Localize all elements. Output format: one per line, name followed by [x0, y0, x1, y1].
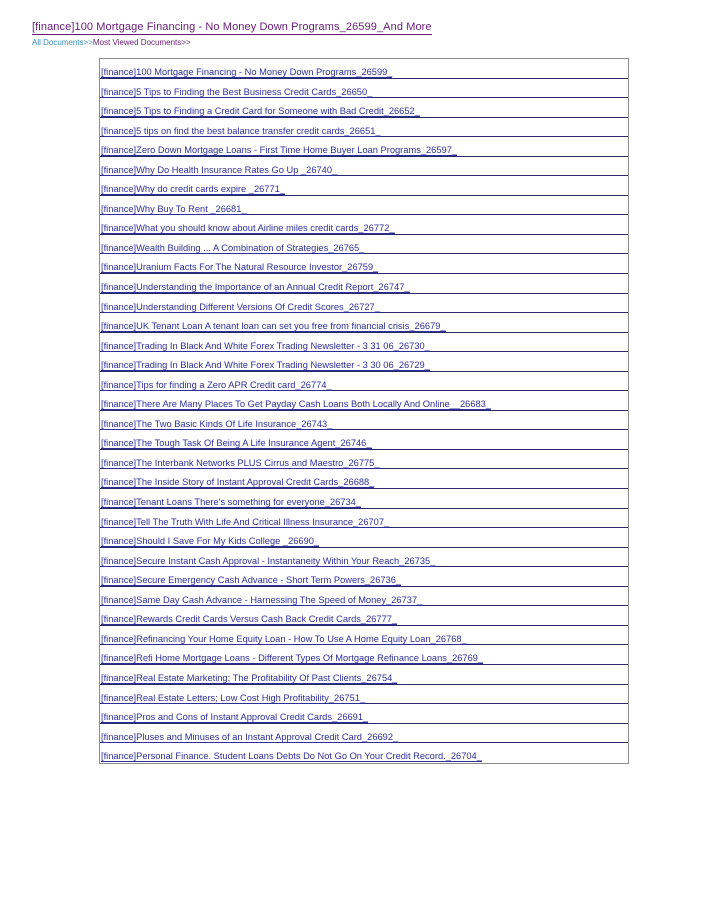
document-link[interactable]: [finance]The Inside Story of Instant Approval Credit Cards_26688_: [101, 477, 375, 488]
page-title[interactable]: [finance]100 Mortgage Financing - No Money Down Programs_26599_And More: [32, 21, 432, 33]
document-link[interactable]: [finance]Should I Save For My Kids College _26690_: [101, 536, 320, 547]
document-link[interactable]: [finance]Personal Finance. Student Loans Debts Do Not Go On Your Credit Record._26704_: [101, 751, 482, 762]
list-item: [100, 469, 628, 489]
document-link[interactable]: [finance]Uranium Facts For The Natural Resource Investor_26759_: [101, 262, 379, 273]
list-item: [100, 274, 628, 294]
document-link[interactable]: [finance]Wealth Building ... A Combination of Strategies_26765_: [101, 242, 365, 253]
list-item: [100, 59, 628, 79]
list-item: [100, 352, 628, 372]
list-item: [100, 528, 628, 548]
document-link[interactable]: [finance]Tell The Truth With Life And Critical Illness Insurance_26707_: [101, 516, 390, 527]
list-item: [100, 665, 628, 685]
document-link[interactable]: [finance]Tenant Loans There's something for everyone_26734_: [101, 497, 362, 508]
document-link[interactable]: [finance]5 Tips to Finding a Credit Card for Someone with Bad Credit_26652_: [101, 106, 420, 117]
list-item: [100, 196, 628, 216]
document-link[interactable]: [finance]Pros and Cons of Instant Approval Credit Cards_26691_: [101, 712, 369, 723]
document-link[interactable]: [finance]Why Do Health Insurance Rates Go Up _26740_: [101, 164, 338, 175]
document-link[interactable]: [finance]Pluses and Minuses of an Instant Approval Credit Card_26692_: [101, 731, 399, 742]
list-item: [100, 606, 628, 626]
list-item: [100, 294, 628, 314]
document-link[interactable]: [finance]What you should know about Airline miles credit cards_26772_: [101, 223, 395, 234]
list-item: [100, 645, 628, 665]
list-item: [100, 724, 628, 744]
list-item: [100, 626, 628, 646]
document-link[interactable]: [finance]Real Estate Letters; Low Cost High Profitability_26751_: [101, 692, 366, 703]
document-link[interactable]: [finance]Tips for finding a Zero APR Credit card_26774_: [101, 379, 332, 390]
list-item: [100, 391, 628, 411]
document-link[interactable]: [finance]The Tough Task Of Being A Life Insurance Agent_26746_: [101, 438, 372, 449]
list-item: [100, 489, 628, 509]
document-link[interactable]: [finance]Understanding the Importance of an Annual Credit Report_26747_: [101, 282, 410, 293]
list-item: [100, 587, 628, 607]
breadcrumb: [32, 38, 191, 47]
document-link[interactable]: [finance]Trading In Black And White Forex Trading Newsletter - 3 30 06_26729_: [101, 360, 430, 371]
list-item: [100, 372, 628, 392]
document-link[interactable]: [finance]Zero Down Mortgage Loans - First Time Home Buyer Loan Programs_26597_: [101, 145, 458, 156]
list-item: [100, 430, 628, 450]
breadcrumb-trailing-separator: >>: [181, 38, 191, 47]
document-link[interactable]: [finance]Refinancing Your Home Equity Loan - How To Use A Home Equity Loan_26768_: [101, 633, 467, 644]
document-link[interactable]: [finance]Why do credit cards expire _26771_: [101, 184, 285, 195]
list-item: [100, 450, 628, 470]
document-link[interactable]: [finance]100 Mortgage Financing - No Money Down Programs_26599_: [101, 67, 393, 77]
list-item: [100, 548, 628, 568]
list-item: [100, 704, 628, 724]
document-link[interactable]: [finance]Secure Instant Cash Approval - Instantaneity Within Your Reach_26735_: [101, 555, 436, 566]
document-link[interactable]: [finance]The Interbank Networks PLUS Cirrus and Maestro_26775_: [101, 457, 380, 468]
list-item: [100, 98, 628, 118]
breadcrumb-most-viewed[interactable]: Most Viewed Documents: [92, 38, 182, 47]
list-item: [100, 509, 628, 529]
breadcrumb-separator: >>: [83, 38, 93, 47]
document-link[interactable]: [finance]Real Estate Marketing; The Profitability Of Past Clients_26754_: [101, 672, 398, 683]
list-item: [100, 176, 628, 196]
list-item: [100, 215, 628, 235]
document-link[interactable]: [finance]Same Day Cash Advance - Harnessing The Speed of Money_26737_: [101, 594, 423, 605]
list-item: [100, 313, 628, 333]
document-link[interactable]: [finance]Why Buy To Rent _26681_: [101, 203, 247, 214]
list-item: [100, 79, 628, 99]
list-item: [100, 254, 628, 274]
list-item: [100, 157, 628, 177]
list-item: [100, 567, 628, 587]
list-item: [100, 118, 628, 138]
document-link[interactable]: [finance]5 Tips to Finding the Best Business Credit Cards_26650_: [101, 86, 373, 97]
list-item: [100, 235, 628, 255]
list-item: [100, 411, 628, 431]
breadcrumb-all-documents[interactable]: All Documents: [32, 38, 84, 47]
list-item: [100, 685, 628, 705]
list-item: [100, 137, 628, 157]
document-list: [99, 58, 629, 764]
list-item: [100, 743, 628, 763]
document-link[interactable]: [finance]Secure Emergency Cash Advance - Short Term Powers_26736_: [101, 575, 402, 586]
document-link[interactable]: [finance]Trading In Black And White Forex Trading Newsletter - 3 31 06_26730_: [101, 340, 430, 351]
document-link[interactable]: [finance]Refi Home Mortgage Loans - Different Types Of Mortgage Refinance Loans_26769_: [101, 653, 484, 664]
document-link[interactable]: [finance]Understanding Different Versions Of Credit Scores_26727_: [101, 301, 380, 312]
document-link[interactable]: [finance]The Two Basic Kinds Of Life Insurance_26743_: [101, 418, 333, 429]
document-link[interactable]: [finance]Rewards Credit Cards Versus Cash Back Credit Cards_26777_: [101, 614, 398, 625]
document-link[interactable]: [finance]There Are Many Places To Get Payday Cash Loans Both Locally And Online__26683_: [101, 399, 492, 410]
list-item: [100, 333, 628, 353]
document-link[interactable]: [finance]UK Tenant Loan A tenant loan can set you free from financial crisis_26679_: [101, 321, 446, 332]
document-link[interactable]: [finance]5 tips on find the best balance transfer credit cards_26651_: [101, 125, 381, 136]
